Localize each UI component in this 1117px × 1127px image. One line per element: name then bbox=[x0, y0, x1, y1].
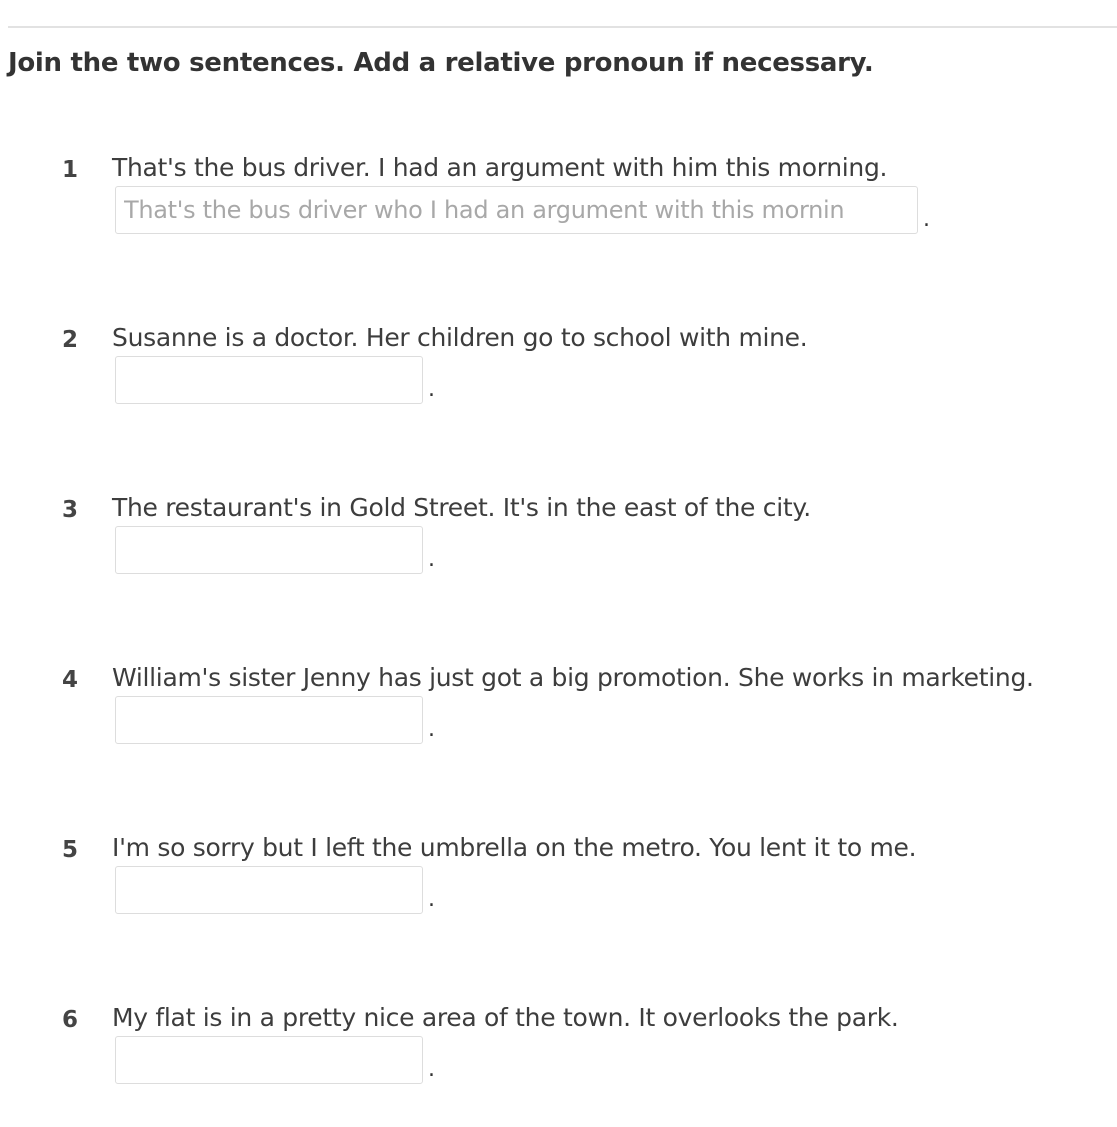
answer-input[interactable] bbox=[115, 866, 423, 914]
instruction-heading: Join the two sentences. Add a relative pronoun if necessary. bbox=[8, 48, 874, 78]
item-question: William's sister Jenny has just got a big promotion. She works in marketing. bbox=[112, 663, 1034, 692]
answer-input[interactable] bbox=[115, 186, 918, 234]
item-number: 4 bbox=[62, 667, 79, 693]
divider bbox=[8, 26, 1117, 28]
item-question: The restaurant's in Gold Street. It's in the east of the city. bbox=[112, 493, 811, 522]
item-question: I'm so sorry but I left the umbrella on the metro. You lent it to me. bbox=[112, 833, 917, 862]
item-number: 1 bbox=[62, 157, 79, 183]
item-question: That's the bus driver. I had an argument with him this morning. bbox=[112, 153, 888, 182]
item-question: My flat is in a pretty nice area of the town. It overlooks the park. bbox=[112, 1003, 899, 1032]
exercise-item bbox=[0, 493, 1117, 617]
exercise-item bbox=[0, 663, 1117, 787]
item-question: Susanne is a doctor. Her children go to school with mine. bbox=[112, 323, 808, 352]
sentence-end: . bbox=[923, 207, 930, 232]
sentence-end: . bbox=[428, 717, 435, 742]
sentence-end: . bbox=[428, 377, 435, 402]
exercise-item bbox=[0, 833, 1117, 957]
answer-input[interactable] bbox=[115, 356, 423, 404]
item-number: 3 bbox=[62, 497, 79, 523]
sentence-end: . bbox=[428, 1057, 435, 1082]
item-number: 5 bbox=[62, 837, 79, 863]
answer-input[interactable] bbox=[115, 1036, 423, 1084]
exercise-item bbox=[0, 1003, 1117, 1127]
sentence-end: . bbox=[428, 887, 435, 912]
item-number: 2 bbox=[62, 327, 79, 353]
sentence-end: . bbox=[428, 547, 435, 572]
exercise-item bbox=[0, 323, 1117, 447]
answer-input[interactable] bbox=[115, 526, 423, 574]
exercise-item bbox=[0, 153, 1117, 277]
answer-input[interactable] bbox=[115, 696, 423, 744]
item-number: 6 bbox=[62, 1007, 79, 1033]
